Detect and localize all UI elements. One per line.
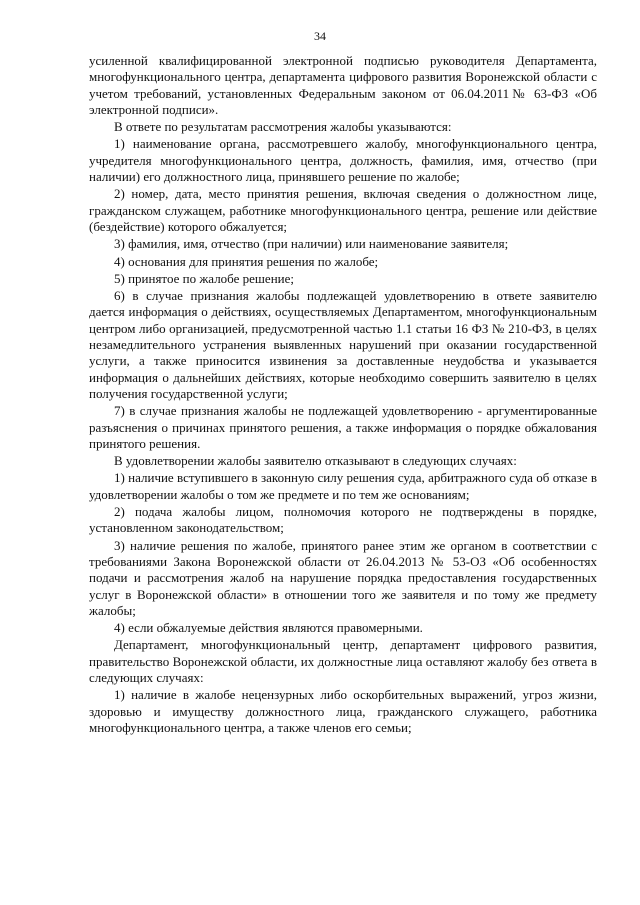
paragraph-signature-continuation: усиленной квалифицированной электронной подписью руководителя Департамента, многофункционального центра, департамента цифрового развития Воронежской области с учетом требований, установленных Федеральным законом от 06.04.2011№ 63-ФЗ «Об электронной подписи». [89, 53, 597, 117]
document-body [89, 53, 597, 737]
paragraph-no-answer-1-obscene-language: 1) наличие в жалобе нецензурных либо оскорбительных выражений, угроз жизни, здоровью и имуществу должностного лица, гражданского служащего, работника многофункционального центра, а также членов его семьи; [89, 687, 597, 735]
paragraph-response-contents-intro: В ответе по результатам рассмотрения жалобы указываются: [114, 119, 452, 135]
paragraph-item-3-applicant-name: 3) фамилия, имя, отчество (при наличии) или наименование заявителя; [114, 236, 509, 252]
paragraph-refusal-1-court-decision: 1) наличие вступившего в законную силу решения суда, арбитражного суда об отказе в удовлетворении жалобы о том же предмете и по тем же основаниям; [89, 470, 597, 502]
paragraph-item-6-satisfied-complaint: 6) в случае признания жалобы подлежащей удовлетворению в ответе заявителю дается информация о действиях, осуществляемых Департаментом, многофункциональным центром либо организацией, предусмотренной частью 1.1 статьи 16 ФЗ № 210-ФЗ, в целях незамедлительного устранения выявленных нарушений при оказании государственной услуги, а также приносится извинения за доставленные неудобства и указывается информация о дальнейших действиях, которые необходимо совершить заявителю в целях получения государственной услуги; [89, 288, 597, 401]
paragraph-item-4-grounds: 4) основания для принятия решения по жалобе; [114, 253, 379, 269]
paragraph-refusal-2-no-authority: 2) подача жалобы лицом, полномочия которого не подтверждены в порядке, установленном законодательством; [89, 504, 597, 536]
paragraph-refusal-3-prior-decision: 3) наличие решения по жалобе, принятого ранее этим же органом в соответствии с требованиями Закона Воронежской области от 26.04.2013 № 53-ОЗ «Об особенностях подачи и рассмотрения жалоб на нарушение порядка предоставления государственных услуг в Воронежской области» в отношении того же заявителя и по тому же предмету жалобы; [89, 537, 597, 618]
paragraph-refusal-cases-intro: В удовлетворении жалобы заявителю отказывают в следующих случаях: [114, 453, 517, 469]
paragraph-item-7-rejected-complaint: 7) в случае признания жалобы не подлежащей удовлетворению - аргументированные разъяснения о причинах принятого решения, а также информация о порядке обжалования принятого решения. [89, 403, 597, 451]
paragraph-refusal-4-lawful-actions: 4) если обжалуемые действия являются правомерными. [114, 620, 423, 636]
paragraph-item-5-decision: 5) принятое по жалобе решение; [114, 270, 294, 286]
paragraph-item-1-organ-name: 1) наименование органа, рассмотревшего жалобу, многофункционального центра, учредителя многофункционального центра, должность, фамилия, имя, отчество (при наличии) его должностного лица, принявшего решение по жалобе; [89, 136, 597, 185]
page-number: 34 [314, 29, 326, 43]
paragraph-no-answer-cases-intro: Департамент, многофункциональный центр, департамент цифрового развития, правительство Воронежской области, их должностные лица оставляют жалобу без ответа в следующих случаях: [89, 637, 597, 685]
paragraph-item-2-decision-details: 2) номер, дата, место принятия решения, включая сведения о должностном лице, гражданском служащем, работнике многофункционального центра, решение или действие (бездействие) которого обжалуется; [89, 186, 597, 234]
